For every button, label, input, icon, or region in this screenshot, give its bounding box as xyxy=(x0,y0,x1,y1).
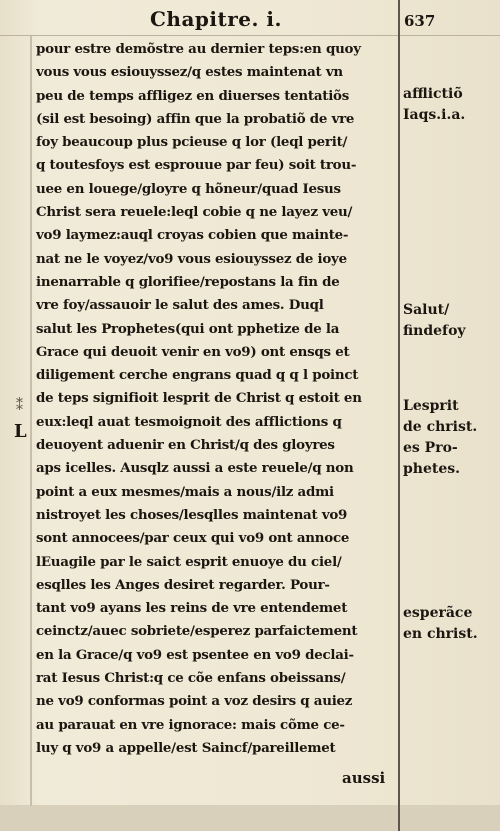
text-line: Christ sera reuele:leql cobie q ne layez veu/ xyxy=(36,204,353,221)
margin-notch-mark: ⁑ xyxy=(16,398,23,414)
page-number: 637 xyxy=(404,12,436,30)
text-line: inenarrable q glorifiee/repostans la fin de xyxy=(36,273,340,290)
text-line: nistroyet les choses/lesqlles maintenat vo9 xyxy=(36,506,348,523)
text-line: q toutesfoys est esprouue par feu) soit trou- xyxy=(36,157,357,174)
text-line: Grace qui deuoit venir en vo9) ont ensqs et xyxy=(36,343,350,360)
paper-edge xyxy=(0,805,500,831)
marginal-note: afflictiõ Iaqs.i.a. xyxy=(403,86,466,123)
text-line: pour estre demõstre au dernier teps:en quoy xyxy=(36,41,361,57)
catchword: aussi xyxy=(342,769,386,787)
left-margin-mark: L xyxy=(14,421,27,442)
text-line: luy q vo9 a appelle/est Saincf/pareillemet xyxy=(36,739,336,756)
text-line: aps icelles. Ausqlz aussi a este reuele/q non xyxy=(36,460,354,477)
text-line: rat Iesus Christ:q ce cõe enfans obeissans/ xyxy=(36,670,346,687)
text-line: nat ne le voyez/vo9 vous esiouyssez de ioye xyxy=(36,250,347,267)
text-line: salut les Prophetes(qui ont pphetize de la xyxy=(36,320,340,337)
text-line: deuoyent aduenir en Christ/q des gloyres xyxy=(36,437,335,454)
text-line: au parauat en vre ignorace: mais cõme ce- xyxy=(36,716,345,733)
text-line: peu de temps affligez en diuerses tentatiõs xyxy=(36,87,350,104)
text-line: lEuagile par le saict esprit enuoye du ciel/ xyxy=(36,553,342,570)
text-line: uee en louege/gloyre q hõneur/quad Iesus xyxy=(36,180,341,197)
text-line: vous vous esiouyssez/q estes maintenat vn xyxy=(36,64,343,81)
text-line: ne vo9 conformas point a voz desirs q auiez xyxy=(36,693,353,710)
text-line: esqlles les Anges desiret regarder. Pour- xyxy=(36,576,330,593)
text-line: sont annocees/par ceux qui vo9 ont annoce xyxy=(36,530,350,547)
left-ruling xyxy=(30,36,32,806)
text-line: vo9 laymez:auql croyas cobien que mainte- xyxy=(36,227,349,244)
text-line: de teps signifioit lesprit de Christ q estoit en xyxy=(36,390,362,407)
text-line: (sil est besoing) affin que la probatiõ de vre xyxy=(36,110,355,127)
text-line: diligement cerche engrans quad q q l poinct xyxy=(36,367,359,384)
marginal-note: esperãce en christ. xyxy=(403,605,478,642)
text-line: tant vo9 ayans les reins de vre entendemet xyxy=(36,600,348,617)
running-title: Chapitre. i. xyxy=(150,7,282,31)
marginal-note: Salut/ findefoy xyxy=(403,302,466,339)
header-rule xyxy=(0,35,500,36)
text-line: foy beaucoup plus pcieuse q lor (leql perit/ xyxy=(36,134,348,151)
text-line: eux:leql auat tesmoignoit des afflictions q xyxy=(36,413,342,430)
text-line: en la Grace/q vo9 est psentee en vo9 declai- xyxy=(36,646,354,663)
marginal-note: Lesprit de christ. es Pro- phetes. xyxy=(403,398,478,477)
body-text xyxy=(36,38,394,760)
page-header xyxy=(0,4,500,34)
margin-ruling xyxy=(398,0,400,831)
text-line: point a eux mesmes/mais a nous/ilz admi xyxy=(36,483,334,500)
text-line: vre foy/assauoir le salut des ames. Duql xyxy=(36,297,324,314)
text-line: ceinctz/auec sobriete/esperez parfaictement xyxy=(36,623,358,640)
